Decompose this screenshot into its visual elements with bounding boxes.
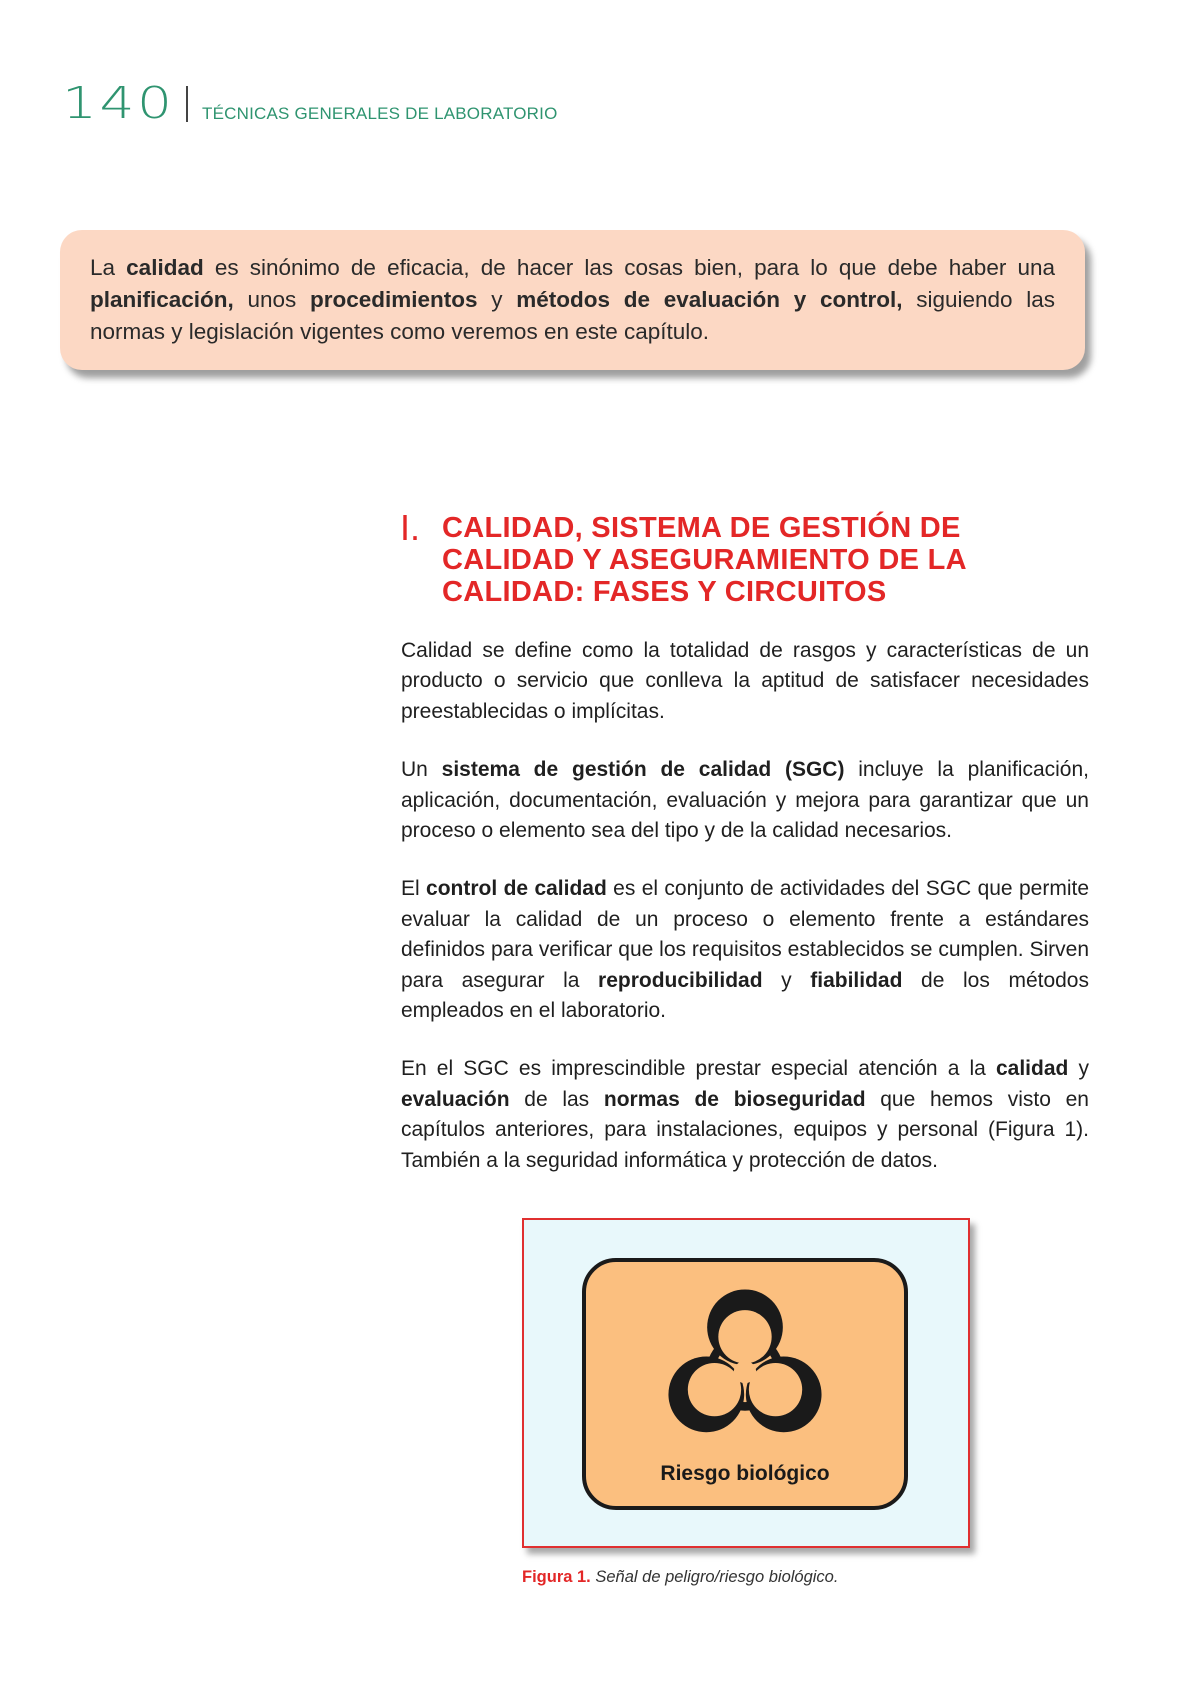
page-header (62, 78, 662, 132)
paragraph-text: incluye la planificación, aplicación, documentación, evaluación y mejora para garantizar que un proceso o elemento sea del tipo y de la calidad necesarios. (401, 758, 1089, 843)
paragraph-sgc (401, 755, 1089, 846)
biohazard-sign (582, 1258, 908, 1510)
paragraph-text: es el conjunto de actividades del SGC que permite evaluar la calidad de un proceso o elemento frente a estándares definidos para verificar que los requisitos establecidos se cumplen. Sirven para asegurar la (401, 877, 1090, 992)
intro-text: es sinónimo de eficacia, de hacer las cosas bien, para lo que debe haber una (203, 255, 1055, 280)
intro-bold-term: métodos de evaluación y control, (516, 287, 903, 312)
caption-label: Figura 1. (522, 1568, 591, 1586)
page-number: 140 (62, 78, 175, 129)
bold-term: calidad (995, 1057, 1069, 1081)
section-title: CALIDAD, SISTEMA DE GESTIÓN DE CALIDAD Y ASEGURAMIENTO DE LA CALIDAD: FASES Y CIRCUITOS (442, 512, 966, 608)
body-text (401, 636, 1089, 1204)
figure-frame (522, 1218, 970, 1548)
bold-term: fiabilidad (810, 968, 903, 992)
section-number: I. (400, 507, 421, 548)
figure-caption (522, 1568, 838, 1587)
paragraph-text: Calidad se define como la totalidad de rasgos y características de un producto o servicio que conlleva la aptitud de satisfacer necesidades preestablecidas o implícitas. (401, 639, 1089, 723)
intro-bold-term: planificación, (90, 287, 234, 312)
bold-term: control de calidad (426, 877, 607, 901)
paragraph-text: y (1068, 1057, 1089, 1081)
caption-text: Señal de peligro/riesgo biológico. (595, 1568, 839, 1586)
bold-term: evaluación (401, 1087, 510, 1111)
intro-text: siguiendo las normas y legislación vigentes como veremos en este capítulo. (90, 287, 1055, 344)
paragraph-text: El (401, 877, 427, 901)
running-title: TÉCNICAS GENERALES DE LABORATORIO (202, 104, 558, 123)
bold-term: sistema de gestión de calidad (SGC) (441, 758, 845, 782)
paragraph-text: de las (509, 1087, 604, 1111)
biohazard-icon (650, 1286, 840, 1458)
intro-bold-term: calidad (126, 255, 204, 280)
intro-text: unos (233, 287, 311, 312)
intro-callout (60, 230, 1085, 370)
intro-bold-term: procedimientos (310, 287, 478, 312)
paragraph-text: Un (401, 758, 442, 782)
paragraph-text: En el SGC es imprescindible prestar especial atención a la (401, 1057, 996, 1081)
bold-term: reproducibilidad (598, 968, 763, 992)
paragraph-text: que hemos visto en capítulos anteriores, para instalaciones, equipos y personal (Figura 1). También a la seguridad informática y protección de datos. (401, 1087, 1089, 1172)
paragraph-biosafety (401, 1054, 1089, 1176)
paragraph-text: de los métodos empleados en el laboratorio. (401, 968, 1089, 1023)
sign-label: Riesgo biológico (660, 1462, 830, 1485)
paragraph-text: y (762, 968, 811, 992)
paragraph-definition (401, 636, 1089, 727)
intro-text: y (477, 287, 517, 312)
header-divider (186, 86, 188, 122)
paragraph-quality-control (401, 874, 1089, 1026)
intro-text: La (90, 255, 127, 280)
bold-term: normas de bioseguridad (603, 1087, 866, 1111)
